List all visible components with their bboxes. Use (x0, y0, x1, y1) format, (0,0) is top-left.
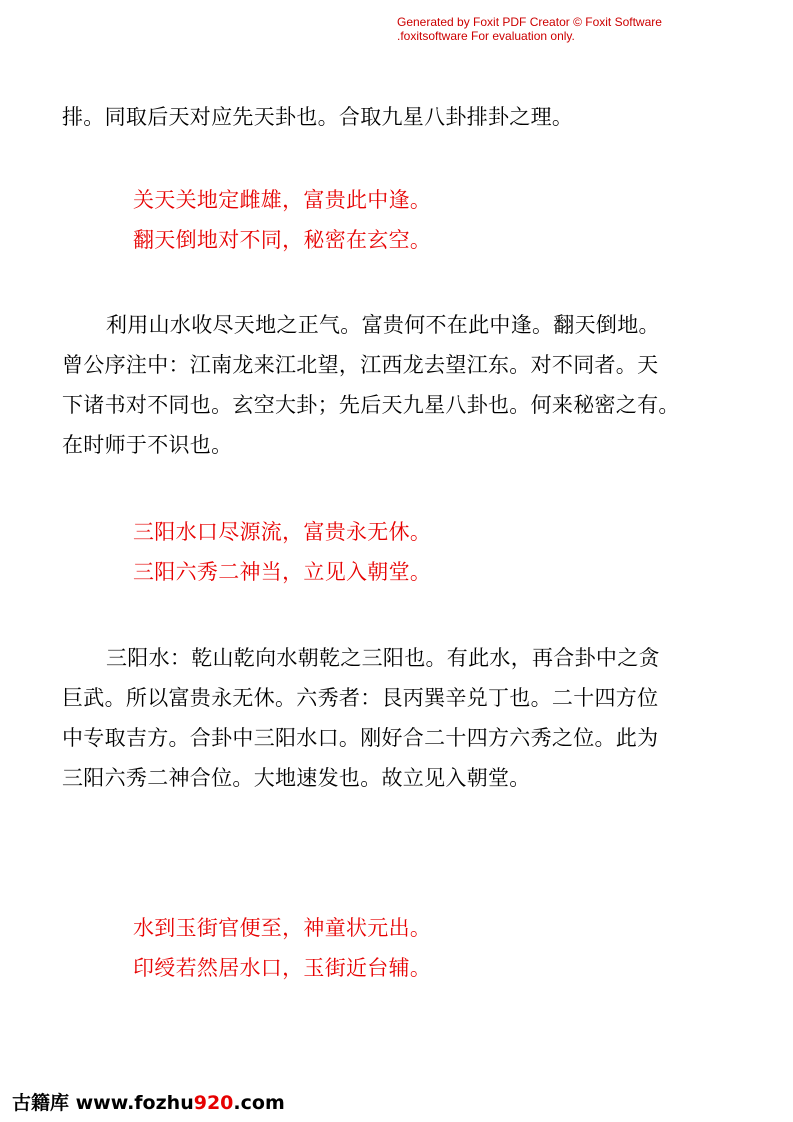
paragraph-line: 下诸书对不同也。玄空大卦；先后天九星八卦也。何来秘密之有。 (62, 393, 680, 417)
verse-line: 三阳六秀二神当，立见入朝堂。 (133, 560, 432, 584)
verse-line: 印绶若然居水口，玉街近台辅。 (133, 956, 432, 980)
verse-block-2 (133, 512, 431, 592)
watermark (397, 15, 662, 43)
footer-url-suffix: .com (233, 1092, 285, 1114)
paragraph-line: 利用山水收尽天地之正气。富贵何不在此中逢。翻天倒地。 (106, 313, 660, 337)
paragraph-line: 中专取吉方。合卦中三阳水口。刚好合二十四方六秀之位。此为 (62, 726, 659, 750)
watermark-line-2: .foxitsoftware For evaluation only. (397, 29, 575, 43)
verse-line: 水到玉街官便至，神童状元出。 (133, 916, 432, 940)
paragraph-line: 三阳水：乾山乾向水朝乾之三阳也。有此水，再合卦中之贪 (106, 646, 660, 670)
paragraph-2 (62, 305, 752, 465)
verse-block-1 (133, 180, 431, 260)
paragraph-line: 在时师于不识也。 (62, 433, 233, 457)
footer-site-link[interactable] (12, 1088, 285, 1115)
verse-line: 翻天倒地对不同，秘密在玄空。 (133, 228, 432, 252)
paragraph-line: 三阳六秀二神合位。大地速发也。故立见入朝堂。 (62, 766, 531, 790)
paragraph-line: 巨武。所以富贵永无休。六秀者：艮丙巽辛兑丁也。二十四方位 (62, 686, 659, 710)
paragraph-3 (62, 638, 752, 798)
footer-url-number: 920 (193, 1092, 234, 1114)
paragraph-1 (62, 97, 752, 137)
paragraph-line: 排。同取后天对应先天卦也。合取九星八卦排卦之理。 (62, 105, 574, 129)
paragraph-line: 曾公序注中：江南龙来江北望，江西龙去望江东。对不同者。天 (62, 353, 659, 377)
verse-line: 三阳水口尽源流，富贵永无休。 (133, 520, 432, 544)
verse-line: 关天关地定雌雄，富贵此中逢。 (133, 188, 432, 212)
watermark-line-1: Generated by Foxit PDF Creator © Foxit Software (397, 15, 662, 29)
verse-block-3 (133, 908, 431, 988)
footer-url-prefix: www.fozhu (69, 1092, 194, 1114)
footer-site-name: 古籍库 (12, 1092, 70, 1114)
